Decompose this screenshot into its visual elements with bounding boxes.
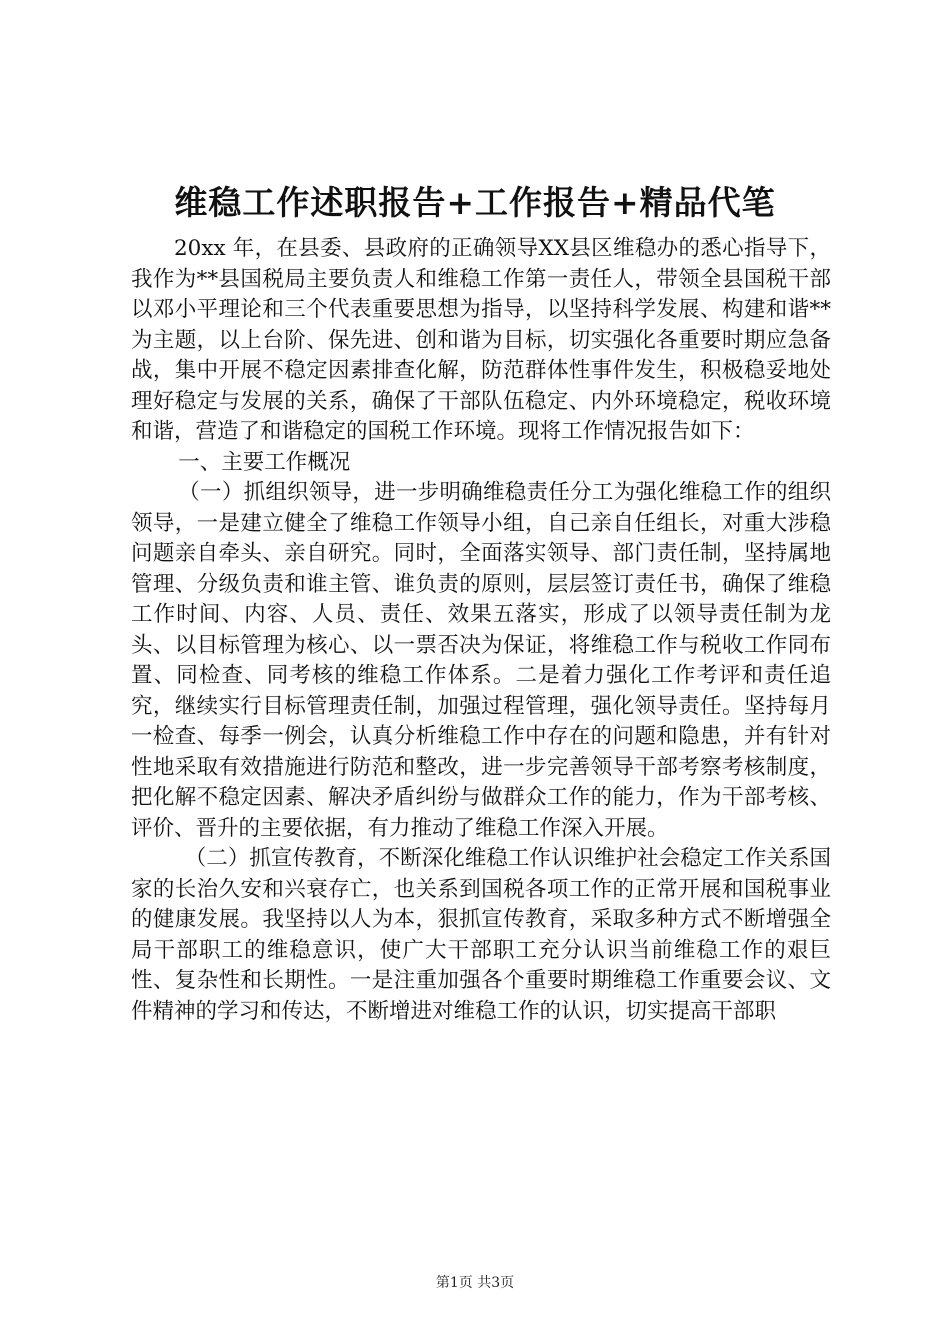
section-heading-main-work: 一、主要工作概况 — [178, 449, 351, 475]
paragraph-organization-leadership: （一）抓组织领导，进一步明确维稳责任分工为强化维稳工作的组织领导，一是建立健全了维稳工作领导小组，自己亲自任组长，对重大涉稳问题亲自牵头、亲自研究。同时，全面落实领导、部门责任制，坚持属地管理、分级负责和谁主管、谁负责的原则，层层签订责任书，确保了维稳工作时间、内容、人员、责任、效果五落实，形成了以领导责任制为龙头、以目标管理为核心、以一票否决为保证，将维稳工作与税收工作同布置、同检查、同考核的维稳工作体系。二是着力强化工作考评和责任追究，继续实行目标管理责任制，加强过程管理，强化领导责任。坚持每月一检查、每季一例会，认真分析维稳工作中存在的问题和隐患，并有针对性地采取有效措施进行防范和整改，进一步完善领导干部考察考核制度，把化解不稳定因素、解决矛盾纠纷与做群众工作的能力，作为干部考核、评价、晋升的主要依据，有力推动了维稳工作深入开展。 — [131, 480, 831, 841]
document-title: 维稳工作述职报告+工作报告+精品代笔 — [174, 183, 776, 222]
page-indicator: 第1页 共3页 — [435, 1275, 515, 1291]
paragraph-intro: 20xx 年，在县委、县政府的正确领导XX县区维稳办的悉心指导下，我作为**县国税局主要负责人和维稳工作第一责任人，带领全县国税干部以邓小平理论和三个代表重要思想为指导，以坚持科学发展、构建和谐**为主题，以上台阶、保先进、创和谐为目标，切实强化各重要时期应急备战，集中开展不稳定因素排查化解，防范群体性事件发生，积极稳妥地处理好稳定与发展的关系，确保了干部队伍稳定、内外环境稳定，税收环境和谐，营造了和谐稳定的国税工作环境。现将工作情况报告如下： — [131, 236, 831, 444]
paragraph-publicity-education: （二）抓宣传教育，不断深化维稳工作认识维护社会稳定工作关系国家的长治久安和兴衰存亡，也关系到国税各项工作的正常开展和国税事业的健康发展。我坚持以人为本，狠抓宣传教育，采取多种方式不断增强全局干部职工的维稳意识，使广大干部职工充分认识当前维稳工作的艰巨性、复杂性和长期性。一是注重加强各个重要时期维稳工作重要会议、文件精神的学习和传达，不断增进对维稳工作的认识，切实提高干部职 — [131, 846, 831, 1024]
document-body — [131, 234, 831, 1027]
